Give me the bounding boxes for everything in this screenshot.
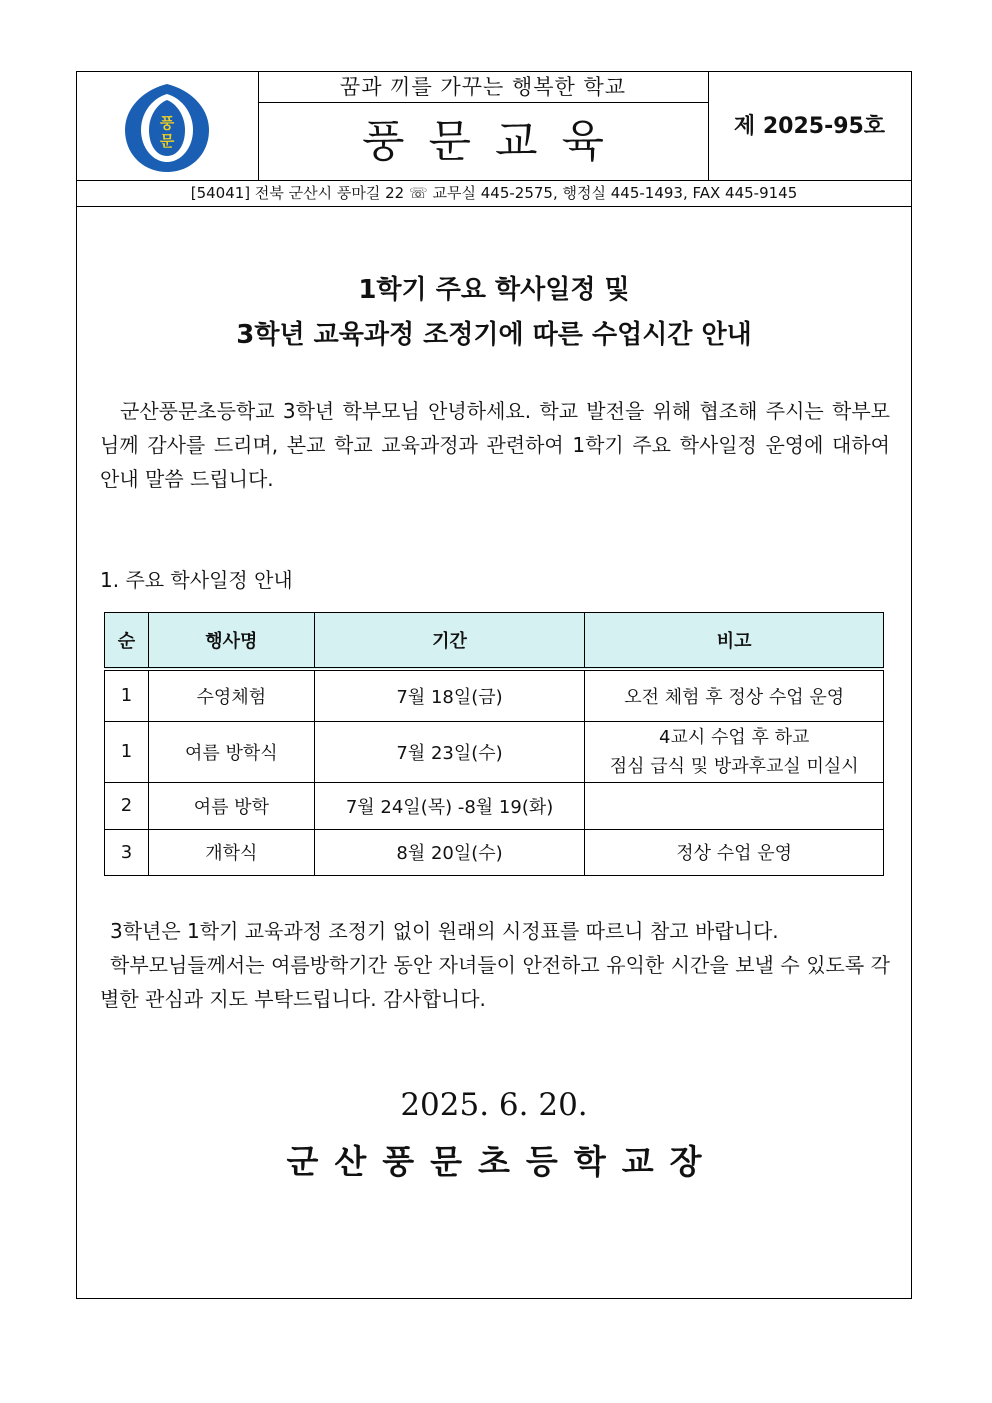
cell-event: 여름 방학: [148, 782, 314, 829]
title-cell: [258, 72, 709, 180]
cell-period: 7월 23일(수): [314, 721, 585, 782]
intro-paragraph: 군산풍문초등학교 3학년 학부모님 안녕하세요. 학교 발전을 위해 협조해 주시는 학부모님께 감사를 드리며, 본교 학교 교육과정과 관련하여 1학기 주요 학사일정 운영에 대하여 안내 말씀 드립니다.: [100, 399, 890, 491]
document-frame: [76, 71, 912, 1299]
logo-text-top: 풍: [159, 114, 175, 132]
school-motto: 꿈과 끼를 가꾸는 행복한 학교: [258, 72, 708, 103]
cell-note-line-2: 점심 급식 및 방과후교실 미실시: [609, 755, 859, 777]
cell-note: 정상 수업 운영: [585, 829, 884, 875]
closing-paragraph: 학부모님들께서는 여름방학기간 동안 자녀들이 안전하고 유익한 시간을 보낼 수 있도록 각별한 관심과 지도 부탁드립니다. 감사합니다.: [100, 953, 890, 1011]
newsletter-name: 풍문교육: [361, 116, 628, 167]
cell-period: 7월 24일(목) -8월 19(화): [314, 782, 585, 829]
masthead: [77, 72, 911, 181]
document-date: 2025. 6. 20.: [400, 1087, 588, 1123]
cell-no: 1: [105, 721, 149, 782]
address-line: [54041] 전북 군산시 풍마길 22 ☏ 교무실 445-2575, 행정실 445-1493, FAX 445-9145: [77, 181, 911, 207]
logo-cell: [77, 72, 259, 180]
issue-number: 제 2025-95호: [733, 114, 886, 139]
section-heading: 1. 주요 학사일정 안내: [100, 568, 293, 592]
table-row: [105, 721, 884, 782]
table-row: [105, 669, 884, 721]
col-header-period: 기간: [314, 613, 585, 670]
cell-note: 오전 체험 후 정상 수업 운영: [585, 669, 884, 721]
cell-period: 7월 18일(금): [314, 669, 585, 721]
schedule-table: [104, 612, 884, 876]
title-line-1: 1학기 주요 학사일정 및: [358, 275, 630, 305]
table-header-row: [105, 613, 884, 670]
closing-line-1: 3학년은 1학기 교육과정 조정기 없이 원래의 시정표를 따르니 참고 바랍니다.: [110, 919, 779, 943]
cell-note-line-1: 4교시 수업 후 하교: [659, 726, 810, 748]
cell-note: [585, 721, 884, 782]
table-row: [105, 782, 884, 829]
cell-no: 3: [105, 829, 149, 875]
cell-event: 수영체험: [148, 669, 314, 721]
cell-note: [585, 782, 884, 829]
logo-text-bottom: 문: [159, 132, 175, 150]
school-logo-icon: [121, 82, 213, 174]
col-header-no: 순: [105, 613, 149, 670]
cell-event: 여름 방학식: [148, 721, 314, 782]
table-row: [105, 829, 884, 875]
title-line-2: 3학년 교육과정 조정기에 따른 수업시간 안내: [236, 320, 752, 350]
cell-no: 2: [105, 782, 149, 829]
document-title: [77, 268, 911, 358]
col-header-event: 행사명: [148, 613, 314, 670]
col-header-note: 비고: [585, 613, 884, 670]
cell-period: 8월 20일(수): [314, 829, 585, 875]
cell-event: 개학식: [148, 829, 314, 875]
principal-signature: 군산풍문초등학교장: [286, 1142, 718, 1181]
cell-no: 1: [105, 669, 149, 721]
